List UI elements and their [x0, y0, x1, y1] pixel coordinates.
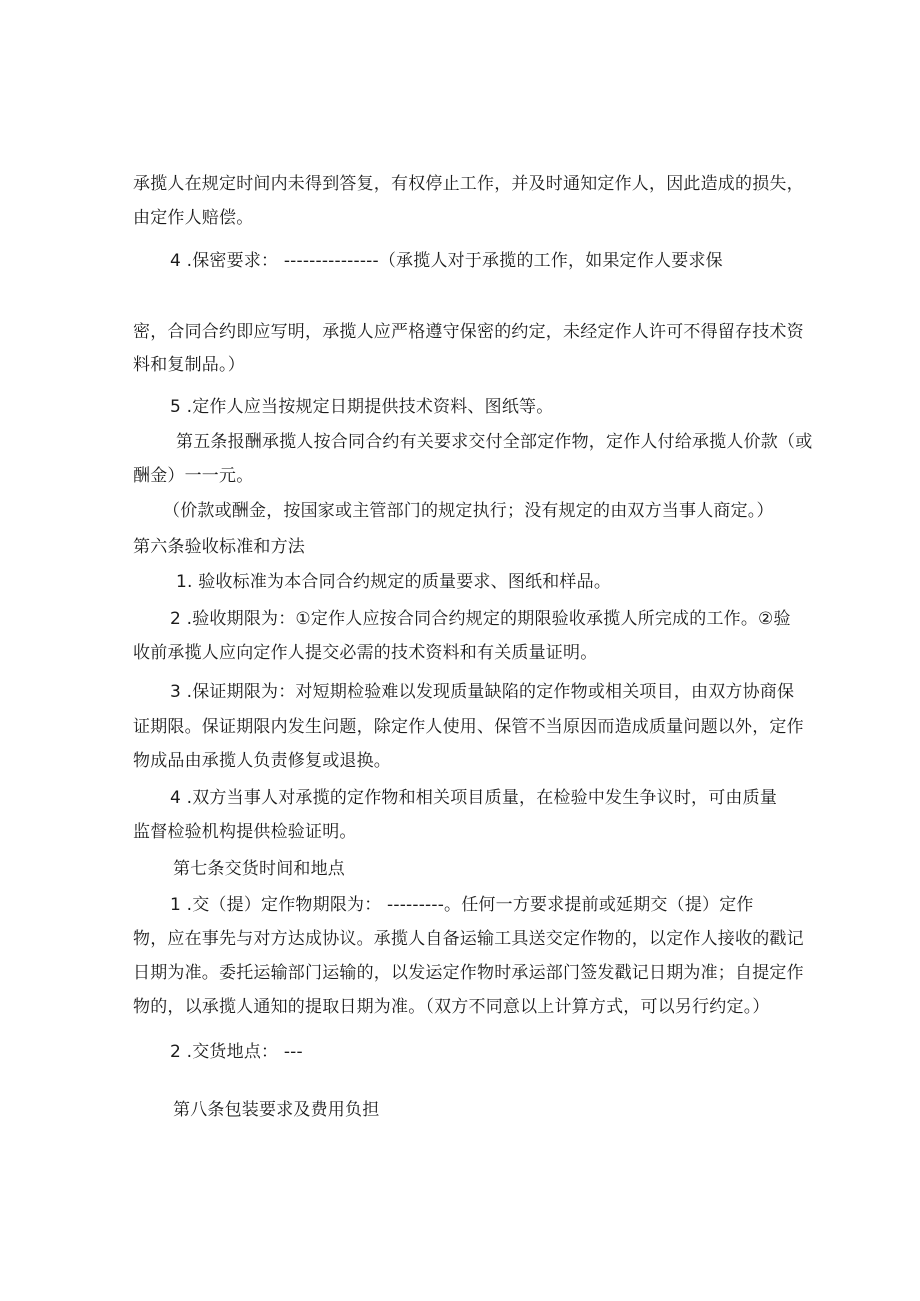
text-line: 由定作人赔偿。: [133, 208, 254, 228]
text-line: 物成品由承揽人负责修复或退换。: [133, 751, 391, 771]
text-line: 4 .保密要求： ---------------（承揽人对于承揽的工作，如果定作人要求保: [170, 251, 723, 271]
section-heading: 第八条包装要求及费用负担: [173, 1100, 380, 1120]
text-line: 物，应在事先与对方达成协议。承揽人自备运输工具送交定作物的，以定作人接收的戳记: [133, 929, 804, 949]
text-line: 承揽人在规定时间内未得到答复，有权停止工作，并及时通知定作人，因此造成的损失，: [133, 174, 804, 194]
text-line: 2 .交货地点： ---: [170, 1042, 303, 1062]
text-line: 第五条报酬承揽人按合同合约有关要求交付全部定作物，定作人付给承揽人价款（或: [176, 432, 813, 452]
text-line: 酬金）一一元。: [133, 466, 254, 486]
text-line: 收前承揽人应向定作人提交必需的技术资料和有关质量证明。: [133, 643, 598, 663]
text-line: 4 .双方当事人对承揽的定作物和相关项目质量，在检验中发生争议时，可由质量: [170, 788, 778, 808]
text-line: 证期限。保证期限内发生问题，除定作人使用、保管不当原因而造成质量问题以外，定作: [133, 717, 804, 737]
text-line: 5 .定作人应当按规定日期提供技术资料、图纸等。: [170, 397, 554, 417]
text-line: 密，合同合约即应写明，承揽人应严格遵守保密的约定，未经定作人许可不得留存技术资: [133, 322, 804, 342]
section-heading: 第六条验收标准和方法: [133, 537, 305, 557]
section-heading: 第七条交货时间和地点: [173, 859, 345, 879]
text-line: 1 .交（提）定作物期限为： ---------。任何一方要求提前或延期交（提）定作: [170, 895, 754, 915]
text-line: 物的，以承揽人通知的提取日期为准。（双方不同意以上计算方式，可以另行约定。）: [133, 997, 770, 1017]
text-line: 1. 验收标准为本合同合约规定的质量要求、图纸和样品。: [176, 572, 612, 592]
text-line: 监督检验机构提供检验证明。: [133, 822, 357, 842]
text-line: 料和复制品。）: [133, 355, 245, 375]
text-line: （价款或酬金，按国家或主管部门的规定执行；没有规定的由双方当事人商定。）: [163, 501, 774, 521]
text-line: 3 .保证期限为：对短期检验难以发现质量缺陷的定作物或相关项目，由双方协商保: [170, 682, 795, 702]
text-line: 日期为准。委托运输部门运输的，以发运定作物时承运部门签发戳记日期为准；自提定作: [133, 963, 804, 983]
text-line: 2 .验收期限为：①定作人应按合同合约规定的期限验收承揽人所完成的工作。②验: [170, 609, 791, 629]
